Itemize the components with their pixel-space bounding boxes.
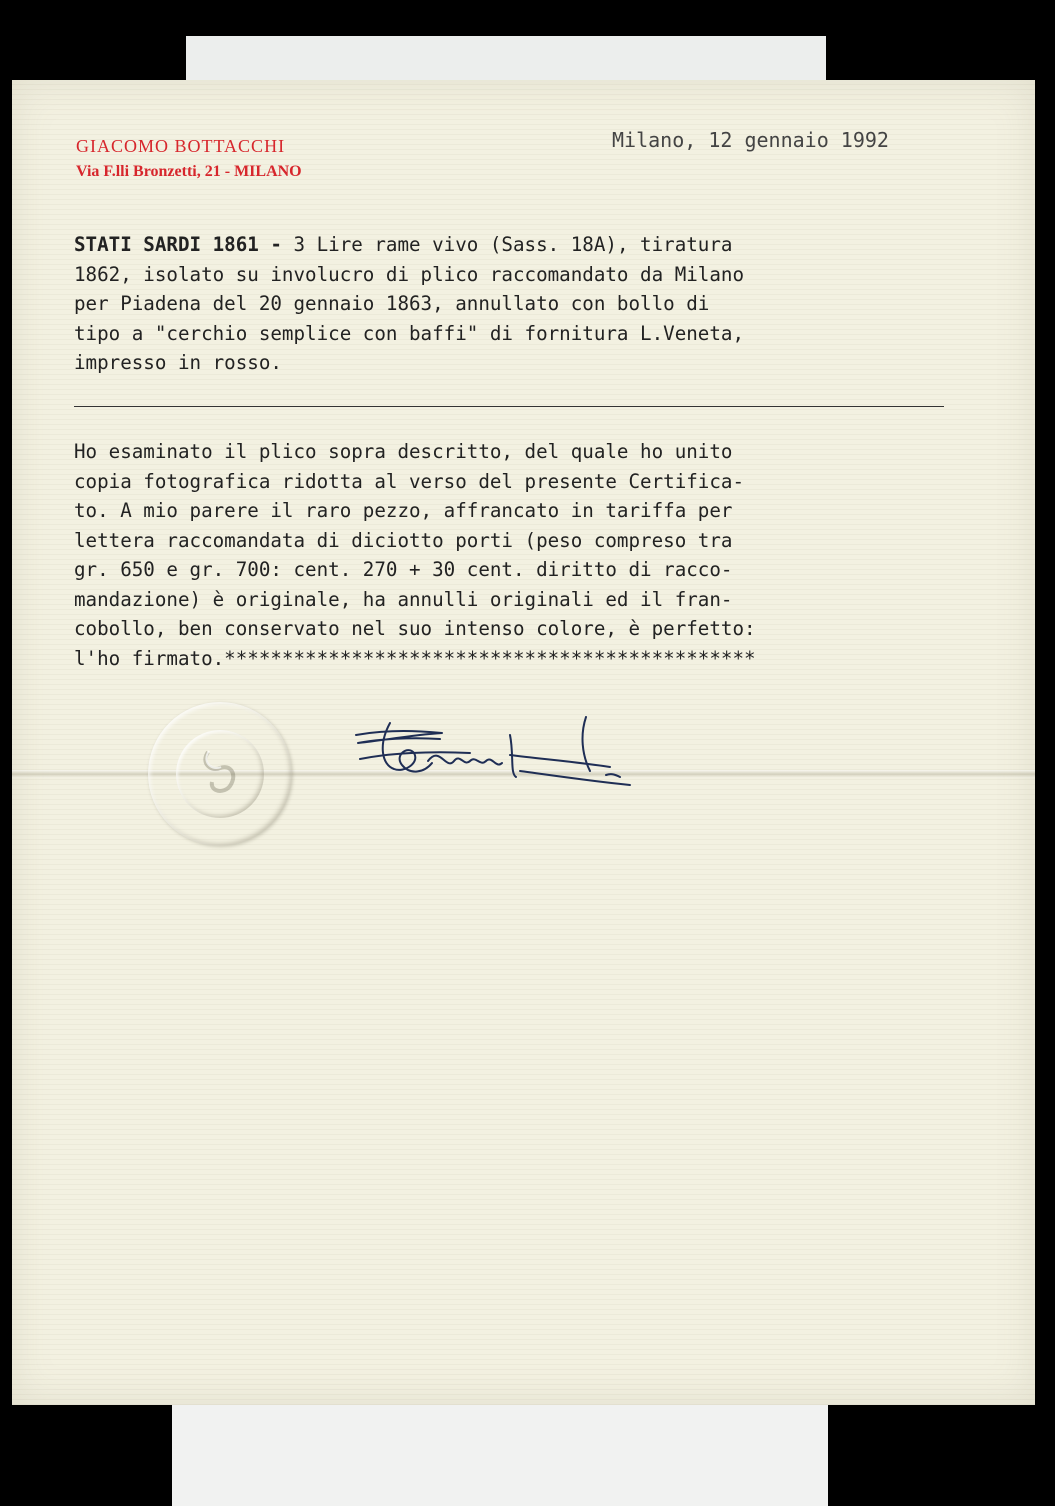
description-line: per Piadena del 20 gennaio 1863, annullato con bollo di — [74, 292, 710, 315]
date-line: Milano, 12 gennaio 1992 — [612, 128, 889, 152]
assessment-line: l'ho firmato.********************************************** — [74, 646, 756, 670]
description-heading: STATI SARDI 1861 - — [74, 233, 282, 256]
description-first-line: 3 Lire rame vivo (Sass. 18A), tiratura — [281, 233, 733, 256]
assessment-line: lettera raccomandata di diciotto porti (peso compreso tra — [74, 528, 733, 552]
assessment-line: cobollo, ben conservato nel suo intenso colore, è perfetto: — [74, 617, 756, 640]
expert-assessment — [74, 437, 756, 673]
letterhead — [76, 136, 302, 181]
description-line: tipo a "cerchio semplice con baffi" di fornitura L.Veneta, — [74, 321, 745, 345]
description-line: impresso in rosso. — [74, 351, 282, 374]
assessment-line: mandazione) è originale, ha annulli originali ed il fran- — [74, 587, 733, 611]
seal-emblem-icon — [148, 702, 292, 846]
assessment-line: to. A mio parere il raro pezzo, affrancato in tariffa per — [74, 499, 733, 522]
description-line: 1862, isolato su involucro di plico raccomandato da Milano — [74, 262, 745, 286]
signature-icon — [350, 715, 640, 825]
certificate-sheet — [12, 80, 1035, 1405]
assessment-line: copia fotografica ridotta al verso del presente Certifica- — [74, 469, 745, 493]
assessment-line: Ho esaminato il plico sopra descritto, del quale ho unito — [74, 440, 733, 463]
letterhead-name: GIACOMO BOTTACCHI — [76, 136, 286, 156]
assessment-line: gr. 650 e gr. 700: cent. 270 + 30 cent. diritto di racco- — [74, 558, 733, 581]
backing-card-bottom — [172, 1390, 828, 1506]
stamp-description — [74, 230, 744, 378]
divider-rule — [74, 406, 944, 407]
embossed-seal-icon — [148, 702, 292, 846]
letterhead-address: Via F.lli Bronzetti, 21 - MILANO — [76, 163, 302, 180]
